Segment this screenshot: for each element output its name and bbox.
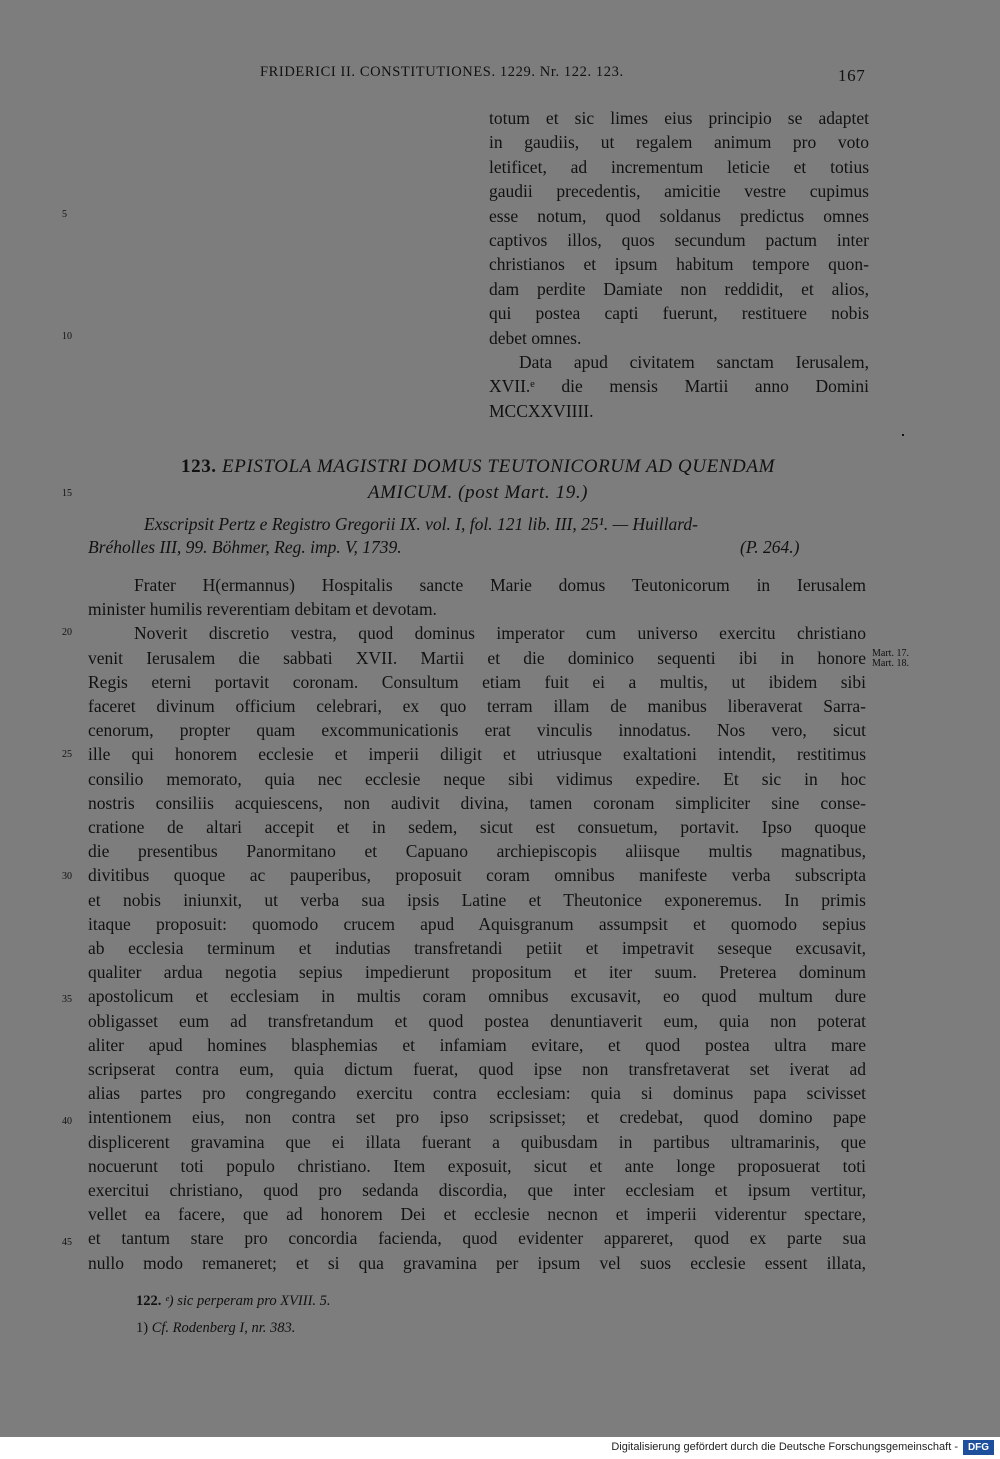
margin-date: Mart. 17.: [872, 648, 909, 659]
text-line: vellet ea facere, que ad honorem Dei et ecclesie necnon et imperii viderentur spectare,: [88, 1204, 866, 1225]
print-speck: [902, 434, 904, 436]
text-line: in gaudiis, ut regalem animum pro voto: [489, 132, 869, 153]
text-line: die presentibus Panormitano et Capuano archiepiscopis aliisque multis magnatibus,: [88, 841, 866, 862]
line-number: 15: [62, 488, 72, 499]
text-line: Frater H(ermannus) Hospitalis sancte Marie domus Teutonicorum in Ierusalem: [134, 575, 866, 595]
text-line: faceret divinum officium celebrari, ex quo terram illam de manibus liberaverat Sarra-: [88, 696, 866, 717]
text-line: captivos illos, quos secundum pactum inter: [489, 230, 869, 251]
text-line: aliter apud homines blasphemias et infamiam evitare, et quod postea ultra mare: [88, 1034, 866, 1055]
text-line: obligasset eum ad transfretandum et quod postea denuntiaverit eum, quia non poterat: [88, 1010, 866, 1031]
text-line: dam perdite Damiate non reddidit, et alios,: [489, 278, 869, 299]
line-number: 35: [62, 994, 72, 1005]
text-line: Regis eterni portavit coronam. Consultum etiam fuit ei a multis, ut ibidem sibi: [88, 671, 866, 692]
dating-line: Data apud civitatem sanctam Ierusalem,: [519, 352, 869, 373]
margin-date: Mart. 18.: [872, 658, 909, 669]
line-number: 25: [62, 749, 72, 760]
text-line: ille qui honorem ecclesie et imperii diligit et utriusque exaltationi intendit, restitimus: [88, 744, 866, 765]
text-line: venit Ierusalem die sabbati XVII. Martii et die dominico sequenti ibi in honore: [88, 647, 866, 668]
text-line: esse notum, quod soldanus predictus omnes: [489, 205, 869, 226]
footnote-number: 122.: [136, 1293, 162, 1309]
footnote-122: [136, 1293, 331, 1310]
footnote-text: Cf. Rodenberg I, nr. 383.: [151, 1320, 296, 1336]
funding-footer-bar: [0, 1437, 1000, 1459]
text-line: exercitui christiano, quod pro sedanda discordia, que inter ecclesiam et ipsum vertitur,: [88, 1180, 866, 1201]
source-text: Bréholles III, 99. Böhmer, Reg. imp. V, 1739.: [88, 537, 402, 557]
text-line: debet omnes.: [489, 327, 582, 348]
text-line: itaque proposuit: quomodo crucem apud Aquisgranum assumpsit et quomodo sepius: [88, 913, 866, 934]
text-line: gaudii precedentis, amicitie vestre cupimus: [489, 181, 869, 202]
text-line: divitibus quoque ac pauperibus, proposuit coram omnibus manifeste verba subscripta: [88, 865, 866, 886]
text-line: totum et sic limes eius principio se adaptet: [489, 108, 869, 128]
line-number: 30: [62, 871, 72, 882]
text-line: cenorum, propter quam excommunicationis erat vinculis innodatus. Nos vero, sicut: [88, 720, 866, 741]
text-line: displicerent gravamina que ei illata fuerant a quibusdam in partibus ultramarinis, que: [88, 1131, 866, 1152]
line-number: 45: [62, 1237, 72, 1248]
footnote-1: [136, 1320, 295, 1337]
doc-title-cont: AMICUM. (post Mart. 19.): [367, 482, 589, 503]
text-line: consilio memorato, quia nec ecclesie neque sibi vidimus expedire. Et sic in hoc: [88, 768, 866, 789]
text-line: nullo modo remaneret; et si qua gravamina per ipsum vel suos ecclesie essent illata,: [88, 1252, 866, 1273]
text-line: ab ecclesia terminum et indutias transfretandi petiit et impetravit seseque excusavit,: [88, 938, 866, 959]
text-line: et nobis iniunxit, ut verba sua ipsis Latine et Theutonice exponeremus. In primis: [88, 889, 866, 910]
dfg-logo[interactable]: DFG: [963, 1440, 994, 1455]
doc123-heading: [88, 456, 868, 478]
text-line: et tantum stare pro concordia facienda, quod evidenter appareret, quod ex parte sua: [88, 1228, 866, 1249]
text-line: qui postea capti fuerunt, restituere nobis: [489, 303, 869, 324]
dating-line: XVII.ᵉ die mensis Martii anno Domini: [489, 376, 869, 397]
text-line: qualiter ardua negotia sepius impedierunt propositum et iter suum. Preterea dominum: [88, 962, 866, 983]
source-note: [88, 513, 868, 559]
line-number: 5: [62, 209, 67, 220]
doc123-body: [88, 573, 866, 1275]
text-line: apostolicum et ecclesiam in multis coram omnibus excusavit, eo quod multum dure: [88, 986, 866, 1007]
text-line: nocuerunt toti populo christiano. Item exposuit, sicut et ante longe proposuerat toti: [88, 1155, 866, 1176]
doc-title: EPISTOLA MAGISTRI DOMUS TEUTONICORUM AD QUENDAM: [222, 456, 775, 477]
funding-notice: Digitalisierung gefördert durch die Deutsche Forschungsgemeinschaft -: [611, 1441, 958, 1453]
text-line: scripserat contra eum, quia dictum fuerat, quod ipse non transfretaverat set iverat ad: [88, 1059, 866, 1080]
text-line: minister humilis reverentiam debitam et devotam.: [88, 599, 437, 620]
text-line: cratione de altari accepit et in sedem, sicut est consuetum, portavit. Ipso quoque: [88, 817, 866, 838]
text-line: intentionem eius, non contra set pro ipso scripsisset; et credebat, quod domino pape: [88, 1107, 866, 1128]
source-line: Exscripsit Pertz e Registro Gregorii IX. vol. I, fol. 121 lib. III, 25¹. — Huillard-: [144, 514, 699, 534]
footnote-text: ᵉ) sic perperam pro XVIII. 5.: [165, 1293, 331, 1309]
source-line: [88, 536, 868, 559]
footnote-number: 1): [136, 1320, 149, 1336]
doc122-closing-text: [489, 106, 869, 423]
text-line: letificet, ad incrementum leticie et totius: [489, 156, 869, 177]
line-number: 10: [62, 331, 72, 342]
text-line: alias partes pro congregando exercitu contra ecclesiam: quia si dominus papa scivisset: [88, 1083, 866, 1104]
running-title: FRIDERICI II. CONSTITUTIONES. 1229. Nr. 122. 123.: [260, 64, 624, 80]
doc-number: 123.: [181, 456, 217, 477]
page-number: 167: [838, 66, 866, 85]
text-line: Noverit discretio vestra, quod dominus imperator cum universo exercitu christiano: [134, 623, 866, 644]
source-reference: (P. 264.): [740, 537, 800, 557]
text-line: christianos et ipsum habitum tempore quon-: [489, 254, 869, 275]
doc123-heading-cont: [88, 482, 868, 504]
text-line: nostris consiliis acquiescens, non audivit divina, tamen coronam simpliciter sine conse-: [88, 792, 866, 813]
dating-line: MCCXXVIIII.: [489, 400, 594, 421]
margin-date-note: [872, 649, 909, 669]
line-number: 20: [62, 627, 72, 638]
line-number: 40: [62, 1116, 72, 1127]
